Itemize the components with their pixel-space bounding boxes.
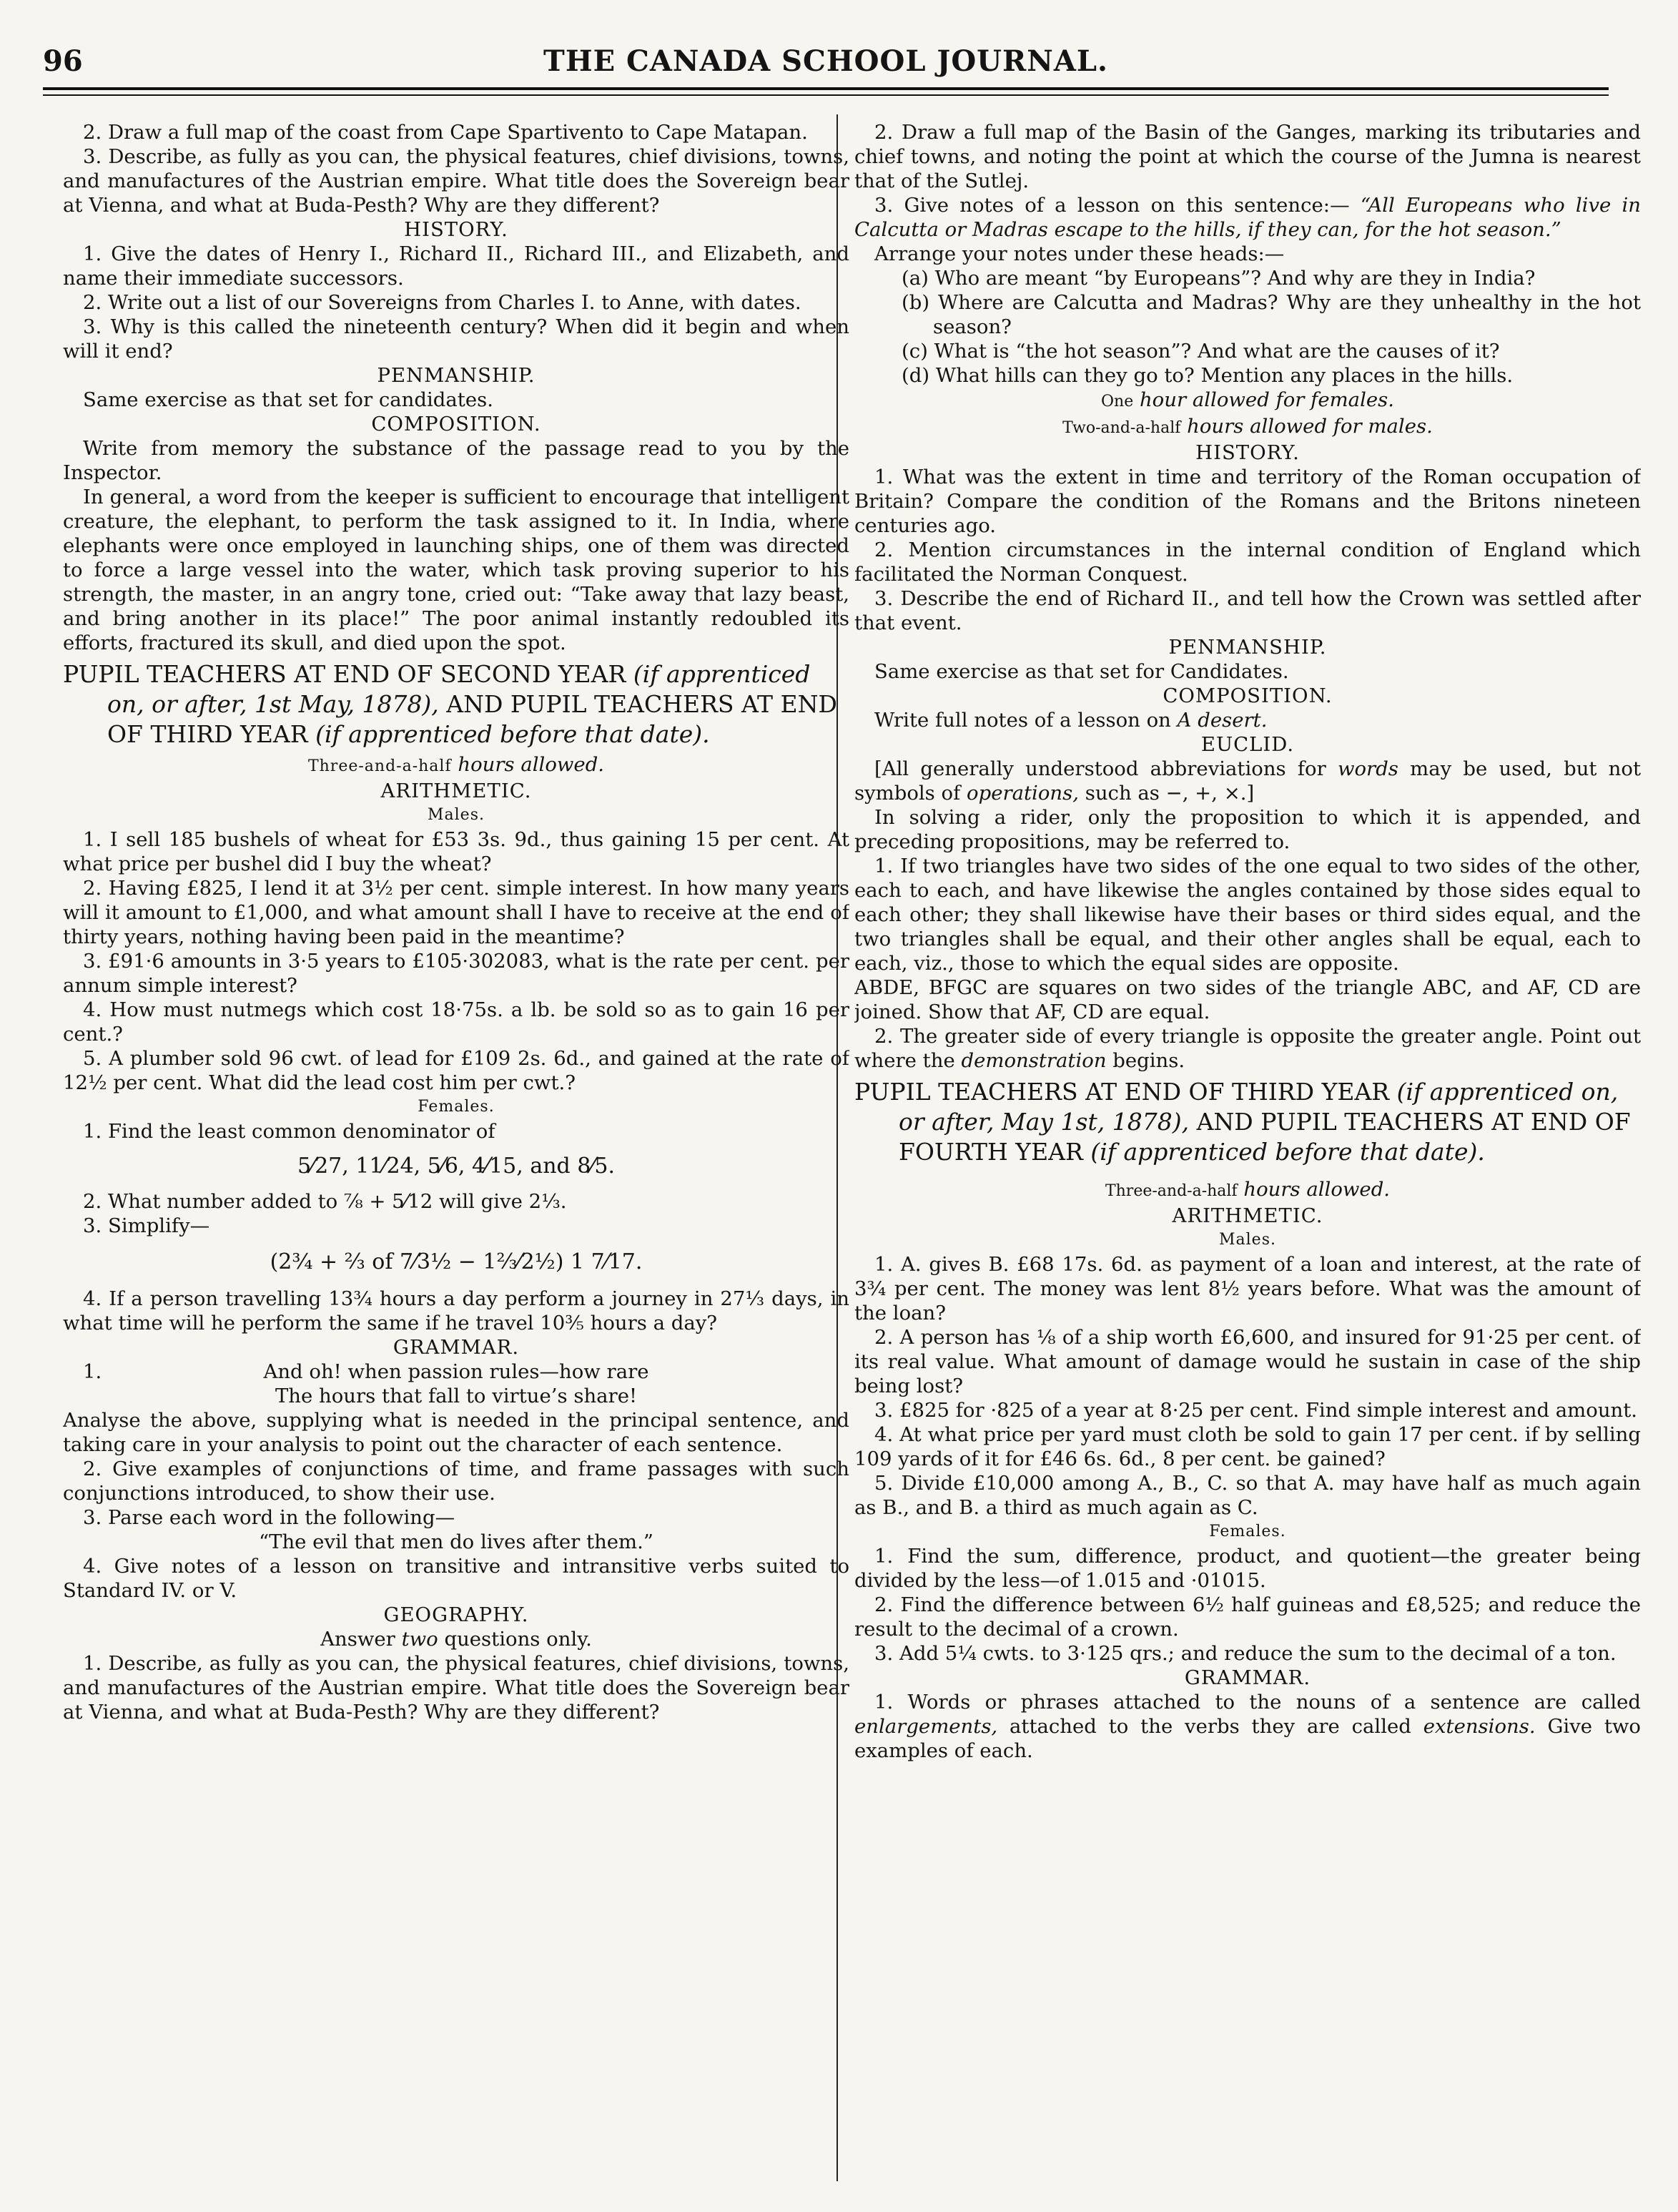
note-text: [All generally understood abbreviations for [874, 757, 1326, 780]
time-label: Three-and-a-half [1105, 1182, 1238, 1200]
euclid-rider: ABDE, BFGC are squares on two sides of the triangle ABC, and AF, CD are joined. Show that AF, CD are equal. [854, 976, 1641, 1023]
time-text: hours allowed for males. [1187, 415, 1433, 438]
arithmetic-question: 3. Add 5¼ cwts. to 3·125 qrs.; and reduce the sum to the decimal of a ton. [874, 1642, 1617, 1665]
question-text: 1. Words or phrases attached to the nouns of a sentence are called [874, 1691, 1641, 1714]
heading-italic: (if apprenticed on, or after, May 1st, 1878), [899, 1078, 1619, 1136]
heading-text: PUPIL TEACHERS AT END OF SECOND YEAR [63, 660, 626, 688]
question-text: 2. The greater side of every triangle is opposite the greater angle. Point out where the [854, 1025, 1641, 1072]
section-heading-penmanship: PENMANSHIP. [1168, 636, 1327, 659]
arithmetic-question: 3. £91·6 amounts in 3·5 years to £105·302083, what is the rate per cent. per annum simple interest? [63, 950, 849, 997]
arithmetic-question: 2. A person has ⅛ of a ship worth £6,600, and insured for 91·25 per cent. of its real value. What amount of damage would he sustain in case of the ship being lost? [854, 1326, 1641, 1397]
sub-question: (d) What hills can they go to? Mention any places in the hills. [902, 364, 1514, 387]
question-text: Give two examples of each. [854, 1715, 1641, 1762]
history-question: 3. Why is this called the nineteenth century? When did it begin and when will it end? [63, 315, 849, 363]
right-column [854, 120, 1641, 2180]
arithmetic-question: 1. Find the sum, difference, product, and quotient—the greater being divided by the less—of 1.015 and ·01015. [854, 1545, 1641, 1592]
instruction-italic: two [401, 1628, 438, 1651]
section-heading-history: HISTORY. [404, 218, 508, 241]
section-heading-grammar: GRAMMAR. [393, 1336, 520, 1359]
page-number: 96 [43, 44, 83, 78]
time-label: Three-and-a-half [307, 757, 452, 775]
arithmetic-question: 1. I sell 185 bushels of wheat for £53 3s. 9d., thus gaining 15 per cent. At what price per bushel did I buy the wheat? [63, 828, 849, 875]
geography-question [854, 193, 1641, 242]
arithmetic-question: 2. Find the difference between 6½ half guineas and £8,525; and reduce the result to the decimal of a crown. [854, 1593, 1641, 1641]
history-question: 3. Describe the end of Richard II., and tell how the Crown was settled after that event. [854, 587, 1641, 634]
section-heading-history: HISTORY. [1195, 441, 1300, 464]
euclid-question [854, 1024, 1641, 1073]
section-heading-euclid: EUCLID. [1200, 733, 1295, 756]
arithmetic-question: 1. Find the least common denominator of [83, 1120, 495, 1143]
section-heading-grammar: GRAMMAR. [1184, 1666, 1311, 1689]
question-italic: enlargements, [854, 1715, 998, 1738]
heading-italic: (if apprenticed on, or after, 1st May, 1878), [107, 660, 811, 718]
time-text: hours allowed. [458, 753, 605, 776]
grammar-question: 4. Give notes of a lesson on transitive and intransitive verbs suited to Standard IV. or V. [63, 1555, 849, 1602]
heading-italic: (if apprenticed before that date). [1090, 1138, 1485, 1166]
arithmetic-question: 4. How must nutmegs which cost 18·75s. a lb. be sold so as to gain 16 per cent.? [63, 998, 849, 1046]
question-italic: demonstration [961, 1049, 1107, 1072]
fraction-expression: 5⁄27, 11⁄24, 5⁄6, 4⁄15, and 8⁄5. [297, 1154, 616, 1179]
heading-text: AND PUPIL TEACHERS AT END OF FOURTH YEAR [899, 1108, 1631, 1166]
geography-question: 1. Describe, as fully as you can, the physical features, chief divisions, towns, and manufactures of the Austrian empire. What title does the Sovereign bear at Vienna, and what at Buda-Pesth? Why are they different? [63, 1652, 849, 1724]
left-column [63, 120, 849, 2180]
section-heading-composition: COMPOSITION. [1163, 684, 1333, 707]
arithmetic-question: 4. At what price per yard must cloth be sold to gain 17 per cent. if by selling 109 yards of it for £46 6s. 6d., 8 per cent. be gained? [854, 1423, 1641, 1470]
history-question: 2. Write out a list of our Sovereigns from Charles I. to Anne, with dates. [83, 291, 801, 314]
euclid-rider-note: In solving a rider, only the proposition to which it is appended, and preceding propositions, may be referred to. [854, 806, 1641, 853]
sub-question: (c) What is “the hot season”? And what are the causes of it? [902, 340, 1500, 363]
subheading-males: Males. [428, 806, 485, 824]
time-allowed [854, 414, 1641, 441]
note-italic: operations, [967, 782, 1079, 805]
question-text: 3. Give notes of a lesson on this sentence:— [874, 194, 1350, 217]
composition-text: Write full notes of a lesson on [874, 709, 1171, 732]
verse-line [63, 1360, 849, 1384]
section-heading-arithmetic: ARITHMETIC. [1172, 1204, 1323, 1227]
penmanship-text: Same exercise as that set for candidates. [83, 388, 493, 411]
grammar-question: Analyse the above, supplying what is needed in the principal sentence, and taking care in your analysis to point out the character of each sentence. [63, 1409, 849, 1456]
subheading-males: Males. [1219, 1231, 1276, 1249]
grammar-question: 2. Give examples of conjunctions of time, and frame passages with such conjunctions introduced, to show their use. [63, 1458, 849, 1505]
instruction-text: questions only. [444, 1628, 592, 1651]
verse-number: 1. [83, 1360, 102, 1383]
sub-question: (b) Where are Calcutta and Madras? Why are they unhealthy in the hot season? [902, 291, 1641, 338]
note-text: may be used, but not symbols of [854, 757, 1641, 805]
arithmetic-question: 4. If a person travelling 13¾ hours a day perform a journey in 27⅓ days, in what time will he perform the same if he travel 10⅗ hours a day? [63, 1287, 849, 1334]
composition-instruction: Write from memory the substance of the passage read to you by the Inspector. [63, 437, 849, 484]
subheading-females: Females. [1209, 1523, 1286, 1540]
header-rule-thin [43, 94, 1609, 96]
arithmetic-question: 2. Having £825, I lend it at 3½ per cent. simple interest. In how many years will it amount to £1,000, and what amount shall I have to receive at the end of thirty years, nothing having been paid in the meantime? [63, 877, 849, 948]
heading-italic: (if apprenticed before that date). [315, 720, 710, 748]
section-heading-geography: GEOGRAPHY. [383, 1603, 529, 1626]
arithmetic-question: 5. Divide £10,000 among A., B., C. so that A. may have half as much again as B., and B. a third as much again as C. [854, 1472, 1641, 1519]
question-italic: extensions. [1423, 1715, 1536, 1738]
arithmetic-question: 2. What number added to ⅞ + 5⁄12 will give 2⅓. [83, 1190, 567, 1213]
geography-question: 2. Draw a full map of the coast from Cape Spartivento to Cape Matapan. [83, 121, 808, 144]
time-allowed [854, 388, 1641, 414]
journal-title: THE CANADA SCHOOL JOURNAL. [543, 44, 1108, 78]
geography-question: 3. Describe, as fully as you can, the physical features, chief divisions, towns, and manufactures of the Austrian empire. What title does the Sovereign bear at Vienna, and what at Buda-Pesth? Why are they different? [63, 145, 849, 217]
composition-instruction [854, 708, 1641, 732]
time-label: One [1100, 393, 1134, 411]
question-text: attached to the verbs they are called [1010, 1715, 1411, 1738]
spacer [854, 1170, 1641, 1177]
history-question: 1. What was the extent in time and territory of the Roman occupation of Britain? Compare the condition of the Romans and the Britons nineteen centuries ago. [854, 466, 1641, 537]
penmanship-text: Same exercise as that set for Candidates. [874, 660, 1289, 683]
history-question: 1. Give the dates of Henry I., Richard II., Richard III., and Elizabeth, and name their immediate successors. [63, 242, 849, 290]
time-text: hour allowed for females. [1139, 388, 1395, 411]
time-allowed [63, 752, 849, 779]
grammar-quote: “The evil that men do lives after them.” [259, 1530, 653, 1553]
instruction-text: Arrange your notes under these heads:— [874, 242, 1285, 265]
simplify-expression: (2¾ + ⅔ of 7⁄3½ − 1⅔⁄2½) 1 7⁄17. [270, 1249, 643, 1274]
grammar-question: 3. Parse each word in the following— [83, 1506, 455, 1529]
page-header [43, 44, 1609, 80]
arithmetic-question: 3. Simplify— [83, 1214, 210, 1237]
composition-passage: In general, a word from the keeper is sufficient to encourage that intelligent creature, the elephant, to perform the task assigned to it. In India, where elephants were once employed in launching ships, one of them was directed to force a large vessel into the water, which task proving superior to his strength, the master, in an angry tone, cried out: “Take away that lazy beast, and bring another in its place!” The poor animal instantly redoubled its efforts, fractured its skull, and died upon the spot. [63, 486, 849, 654]
section-heading-penmanship: PENMANSHIP. [377, 364, 536, 387]
section-heading-composition: COMPOSITION. [371, 413, 541, 436]
time-label: Two-and-a-half [1062, 419, 1181, 437]
question-text: begins. [1112, 1049, 1185, 1072]
heading-text: AND PUPIL TEACHERS [446, 690, 734, 718]
geography-instruction [63, 1627, 849, 1651]
subheading-females: Females. [418, 1098, 495, 1116]
pupil-teachers-heading [63, 659, 849, 749]
section-heading-arithmetic: ARITHMETIC. [380, 780, 532, 802]
sub-question: (a) Who are meant “by Europeans”? And why are they in India? [902, 267, 1536, 290]
note-text: such as −, +, ×.] [1085, 782, 1255, 805]
heading-text: AT END OF THIRD YEAR [107, 690, 837, 748]
note-italic: words [1337, 757, 1398, 780]
arithmetic-question: 3. £825 for ·825 of a year at 8·25 per cent. Find simple interest and amount. [874, 1399, 1638, 1422]
question-italic: “All Europeans who live in Calcutta or Madras escape to the hills, if they can, for the hot season.” [854, 194, 1641, 241]
heading-text: PUPIL TEACHERS AT END OF THIRD YEAR [854, 1078, 1390, 1106]
instruction-text: Answer [320, 1628, 395, 1651]
verse-line: The hours that fall to virtue’s share! [275, 1385, 638, 1407]
composition-italic: A desert. [1177, 709, 1268, 732]
arithmetic-question: 1. A. gives B. £68 17s. 6d. as payment of a loan and interest, at the rate of 3¾ per cent. The money was lent 8½ years before. What was the amount of the loan? [854, 1253, 1641, 1324]
pupil-teachers-heading [854, 1077, 1641, 1167]
euclid-question: 1. If two triangles have two sides of the one equal to two sides of the other, each to each, and have likewise the angles contained by those sides equal to each other; they shall likewise have their bases or third sides equal, and the two triangles shall be equal, and their other angles shall be equal, each to each, viz., those to which the equal sides are opposite. [854, 855, 1641, 975]
history-question: 2. Mention circumstances in the internal condition of England which facilitated the Norman Conquest. [854, 539, 1641, 586]
euclid-note [854, 757, 1641, 805]
time-allowed [854, 1177, 1641, 1204]
header-rule-thick [43, 87, 1609, 90]
arithmetic-question: 5. A plumber sold 96 cwt. of lead for £109 2s. 6d., and gained at the rate of 12½ per cent. What did the lead cost him per cwt.? [63, 1047, 849, 1094]
grammar-question [854, 1690, 1641, 1763]
verse-text: And oh! when passion rules—how rare [263, 1360, 649, 1383]
time-text: hours allowed. [1243, 1178, 1391, 1201]
geography-question: 2. Draw a full map of the Basin of the Ganges, marking its tributaries and chief towns, and noting the point at which the course of the Jumna is nearest that of the Sutlej. [854, 121, 1641, 192]
